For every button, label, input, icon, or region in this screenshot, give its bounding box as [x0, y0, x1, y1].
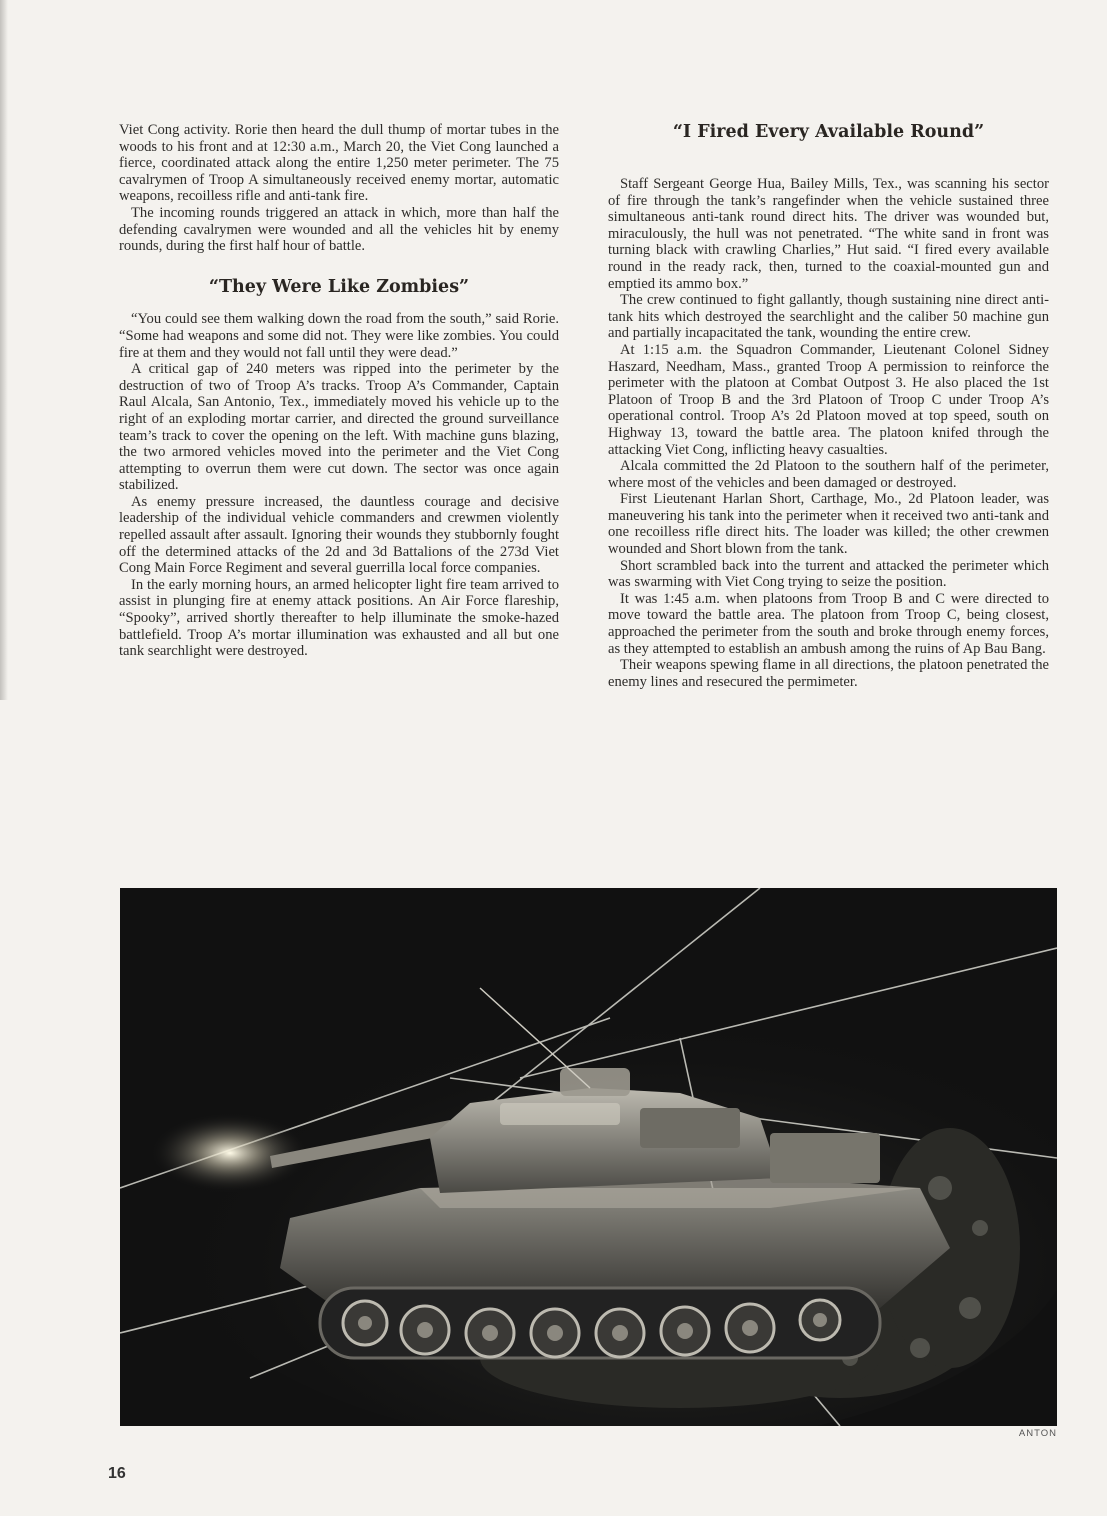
section-heading: “I Fired Every Available Round” — [672, 122, 985, 142]
page-edge-shadow — [0, 0, 8, 700]
body-paragraph: Alcala committed the 2d Platoon to the southern half of the perimeter, where most of the vehicles and been damaged or destroyed. — [608, 458, 1049, 491]
body-paragraph: Staff Sergeant George Hua, Bailey Mills, Tex., was scanning his sector of fire through the tank’s rangefinder when the vehicle sustained three simultaneous anti-tank round direct hits. The driver was wounded but, miraculously, the hull was not penetrated. “The white sand in front was turning black with crawling Charlies,” Hut said. “I fired every available round in the ready rack, then, turned to the coaxial-mounted gun and emptied its ammo box.” — [608, 176, 1049, 292]
left-column — [119, 122, 559, 660]
body-paragraph: At 1:15 a.m. the Squadron Commander, Lieutenant Colonel Sidney Haszard, Needham, Mass., granted Troop A permission to reinforce the perimeter with the platoon at Combat Outpost 3. He also placed the 1st Platoon of Troop B and the 3rd Platoon of Troop C under Troop A’s operational control. Troop A’s 2d Platoon moved at top speed, south on Highway 13, toward the battle area. The platoon knifed through the attacking Viet Cong, inflicting heavy casualties. — [608, 341, 1049, 458]
page-number: 16 — [108, 1465, 126, 1482]
body-paragraph: First Lieutenant Harlan Short, Carthage, Mo., 2d Platoon leader, was maneuvering his tank into the perimeter when it received two anti-tank and one recoilless rifle direct hits. The loader was killed; the other crewmen wounded and Short blown from the tank. — [608, 491, 1049, 558]
tank-illustration — [120, 888, 1057, 1426]
illustration-credit: ANTON — [1018, 1428, 1057, 1439]
tank-painting — [120, 888, 1057, 1426]
body-paragraph: The crew continued to fight gallantly, though sustaining nine direct anti-tank hits which destroyed the searchlight and the caliber 50 machine gun and partially incapacitated the tank, wounding the entire crew. — [608, 292, 1049, 342]
body-paragraph: It was 1:45 a.m. when platoons from Troop B and C were directed to move toward the battle area. The platoon from Troop C, being closest, approached the perimeter from the south and broke through enemy forces, as they attempted to establish an ambush among the ruins of Ap Bau Bang. — [608, 590, 1049, 657]
body-paragraph: As enemy pressure increased, the dauntless courage and decisive leadership of the individual vehicle commanders and crewmen violently repelled assault after assault. Ignoring their wounds they stubbornly fought off the determined attacks of the 2d and 3d Battalions of the 273d Viet Cong Main Force Regiment and several guerrilla local force companies. — [119, 493, 559, 577]
section-heading: “They Were Like Zombies” — [208, 276, 470, 297]
body-paragraph: In the early morning hours, an armed helicopter light fire team arrived to assist in plunging fire at enemy attack positions. An Air Force flareship, “Spooky”, arrived shortly thereafter to help illuminate the smoke-hazed battlefield. Troop A’s mortar illumination was exhausted and all but one tank searchlight were destroyed. — [119, 576, 559, 660]
right-column — [608, 176, 1049, 690]
body-paragraph: Their weapons spewing flame in all directions, the platoon penetrated the enemy lines and resecured the permimeter. — [608, 657, 1049, 690]
body-paragraph: Viet Cong activity. Rorie then heard the dull thump of mortar tubes in the woods to his front and at 12:30 a.m., March 20, the Viet Cong launched a fierce, coordinated attack along the entire 1,250 meter perimeter. The 75 cavalrymen of Troop A simultaneously received enemy mortar, automatic weapons, recoilless rifle and anti-tank fire. — [119, 122, 559, 205]
body-paragraph: “You could see them walking down the road from the south,” said Rorie. “Some had weapons and some did not. They were like zombies. You could fire at them and they would not fall until they were dead.” — [119, 311, 559, 361]
body-paragraph: Short scrambled back into the turrent and attacked the perimeter which was swarming with Viet Cong trying to seize the position. — [608, 557, 1049, 591]
body-paragraph: The incoming rounds triggered an attack in which, more than half the defending cavalrymen were wounded and all the vehicles hit by enemy rounds, during the first half hour of battle. — [119, 204, 559, 255]
body-paragraph: A critical gap of 240 meters was ripped into the perimeter by the destruction of two of Troop A’s tracks. Troop A’s Commander, Captain Raul Alcala, San Antonio, Tex., immediately moved his vehicle up to the right of an exploding mortar carrier, and directed the ground surveillance team’s track to cover the opening on the left. With machine guns blazing, the two armored vehicles moved into the perimeter and the Viet Cong attempting to overrun them were cut down. The sector was once again stabilized. — [119, 361, 559, 494]
